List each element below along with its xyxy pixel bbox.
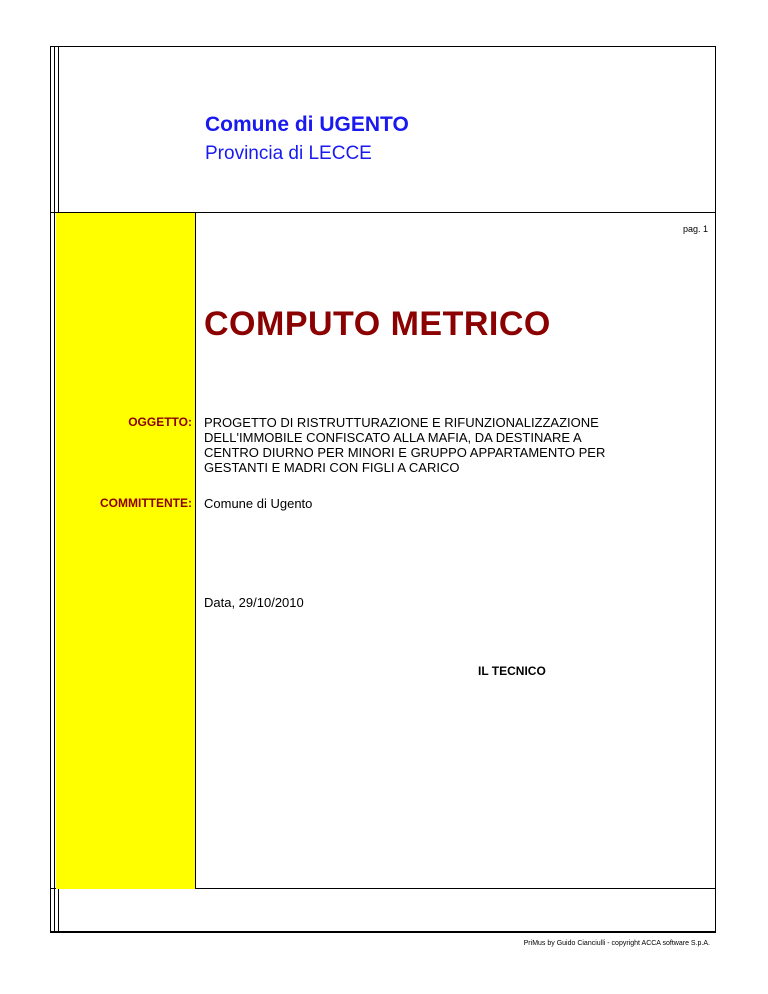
document-date: Data, 29/10/2010 xyxy=(204,595,304,610)
committente-text: Comune di Ugento xyxy=(204,496,313,511)
document-title: COMPUTO METRICO xyxy=(204,305,551,343)
committente-label: COMMITTENTE: xyxy=(100,496,192,510)
footer-copyright: PriMus by Guido Cianciulli - copyright ACCA software S.p.A. xyxy=(523,940,710,947)
signature-label: IL TECNICO xyxy=(478,664,546,678)
yellow-side-band xyxy=(56,213,196,889)
comune-title: Comune di UGENTO xyxy=(205,113,409,136)
page-number: pag. 1 xyxy=(682,224,708,234)
oggetto-label: OGGETTO: xyxy=(128,415,192,429)
oggetto-text: PROGETTO DI RISTRUTTURAZIONE E RIFUNZIONALIZZAZIONE DELL'IMMOBILE CONFISCATO ALLA MAFIA, DA DESTINARE A CENTRO DIURNO PER MINORI E GRUPPO APPARTAMENTO PER GESTANTI E MADRI CON FIGLI A CARICO xyxy=(204,415,606,475)
frame-inner-line xyxy=(54,46,55,933)
provincia-title: Provincia di LECCE xyxy=(205,143,372,164)
